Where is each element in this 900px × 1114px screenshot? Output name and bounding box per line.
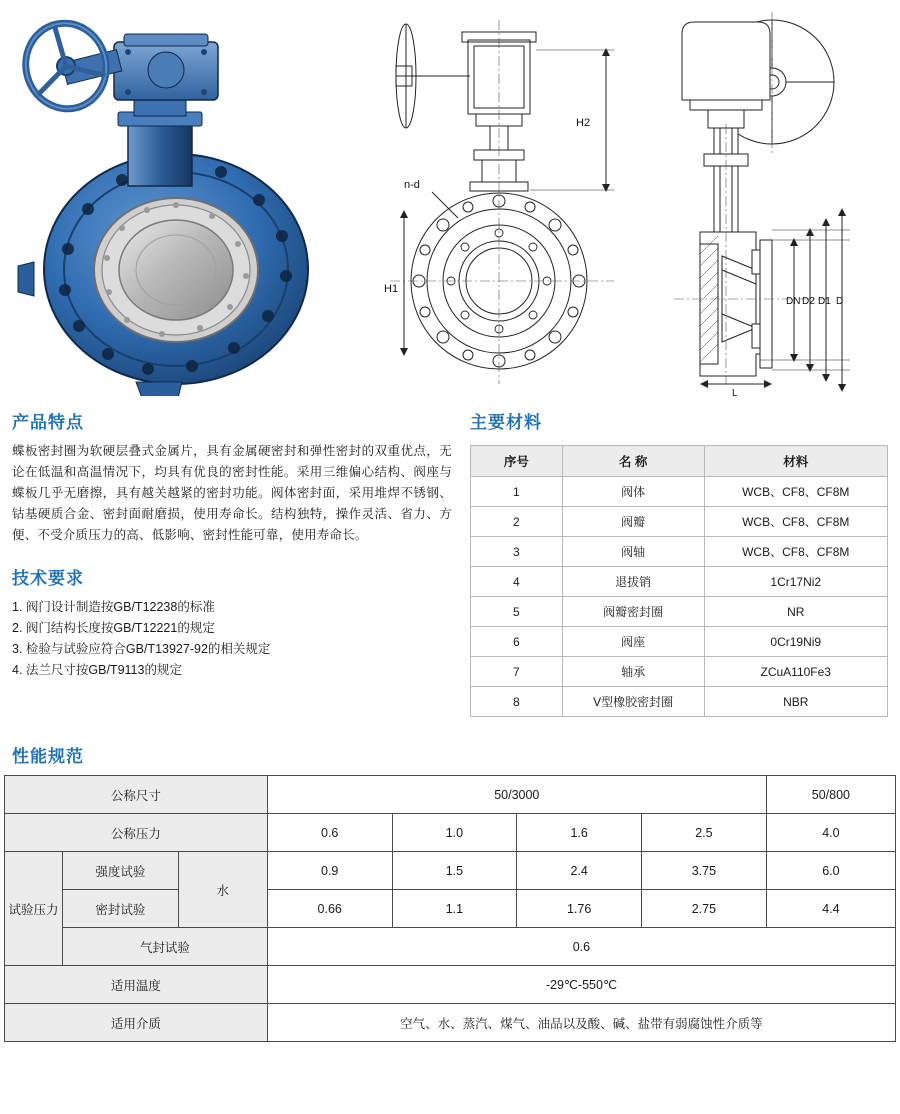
value-np-2: 1.6	[517, 814, 642, 852]
cell-name: 阀瓣	[562, 507, 704, 537]
features-body: 蝶板密封圈为软硬层叠式金属片，具有金属硬密封和弹性密封的双重优点，无论在低温和高温情况下，均具有优良的密封性能。采用三维偏心结构、阀座与蝶板几乎无磨擦，具有越关越紧的密封功能。阀体密封面，采用堆焊不锈钢、钴基硬质合金、密封面耐磨损，使用寿命长。结构独特，操作灵活、省力、方便、不受介质压力的高、低影响、密封性能可靠，使用寿命长。	[12, 444, 452, 542]
label-test-pressure	[5, 852, 63, 966]
value-nominal-size-1: 50/3000	[267, 776, 766, 814]
cell-name: 轴承	[562, 657, 704, 687]
cell-name: 阀座	[562, 627, 704, 657]
value-sl-3: 2.75	[642, 890, 767, 928]
dim-label-l: L	[732, 388, 738, 396]
value-np-1: 1.0	[392, 814, 517, 852]
dim-label-d2: D2	[802, 296, 815, 307]
row-seal-test	[5, 890, 896, 928]
tech-requirements-title: 技术要求	[12, 569, 84, 588]
cell-index: 3	[471, 537, 563, 567]
table-row	[471, 507, 888, 537]
cell-name: V型橡胶密封圈	[562, 687, 704, 717]
table-row	[471, 477, 888, 507]
row-nominal-size	[5, 776, 896, 814]
cell-material: NBR	[704, 687, 888, 717]
tech-item: 4. 法兰尺寸按GB/T9113的规定	[12, 663, 182, 677]
value-np-4: 4.0	[766, 814, 895, 852]
label-nominal-size: 公称尺寸	[5, 776, 268, 814]
label-nominal-pressure: 公称压力	[5, 814, 268, 852]
tech-item: 2. 阀门结构长度按GB/T12221的规定	[12, 621, 215, 635]
cell-name: 退拔销	[562, 567, 704, 597]
value-sl-0: 0.66	[267, 890, 392, 928]
col-header-name: 名 称	[562, 446, 704, 477]
label-temperature: 适用温度	[5, 966, 268, 1004]
table-row	[471, 687, 888, 717]
table-row	[471, 567, 888, 597]
value-st-4: 6.0	[766, 852, 895, 890]
butterfly-valve-photo	[6, 4, 356, 396]
label-strength-test: 强度试验	[62, 852, 178, 890]
cell-index: 2	[471, 507, 563, 537]
cell-index: 4	[471, 567, 563, 597]
row-medium	[5, 1004, 896, 1042]
table-row	[471, 657, 888, 687]
cell-material: WCB、CF8、CF8M	[704, 477, 888, 507]
value-sl-2: 1.76	[517, 890, 642, 928]
cell-name: 阀瓣密封圈	[562, 597, 704, 627]
tech-requirements-list	[12, 597, 452, 681]
left-text-column	[12, 408, 452, 681]
valve-section-view-drawing	[660, 4, 896, 396]
table-row	[471, 627, 888, 657]
dim-label-h1: H1	[384, 283, 399, 295]
value-st-3: 3.75	[642, 852, 767, 890]
cell-material: WCB、CF8、CF8M	[704, 537, 888, 567]
row-nominal-pressure	[5, 814, 896, 852]
materials-section	[470, 408, 888, 717]
cell-material: 1Cr17Ni2	[704, 567, 888, 597]
cell-index: 8	[471, 687, 563, 717]
cell-index: 7	[471, 657, 563, 687]
cell-material: NR	[704, 597, 888, 627]
table-row	[471, 537, 888, 567]
dim-label-d: D	[836, 296, 844, 307]
cell-material: 0Cr19Ni9	[704, 627, 888, 657]
dim-label-dn: DN	[786, 296, 801, 307]
value-temperature: -29℃-550℃	[267, 966, 895, 1004]
col-header-material: 材料	[704, 446, 888, 477]
value-st-1: 1.5	[392, 852, 517, 890]
value-np-3: 2.5	[642, 814, 767, 852]
value-sl-1: 1.1	[392, 890, 517, 928]
cell-index: 6	[471, 627, 563, 657]
features-title: 产品特点	[12, 413, 84, 432]
table-row	[471, 597, 888, 627]
tech-item: 3. 检验与试验应符合GB/T13927-92的相关规定	[12, 642, 271, 656]
performance-section	[4, 775, 896, 1042]
label-medium: 适用介质	[5, 1004, 268, 1042]
value-st-0: 0.9	[267, 852, 392, 890]
label-seal-test: 密封试验	[62, 890, 178, 928]
label-air-test: 气封试验	[62, 928, 267, 966]
row-temperature	[5, 966, 896, 1004]
valve-front-view-drawing	[370, 4, 650, 396]
value-nominal-size-2: 50/800	[766, 776, 895, 814]
performance-title: 性能规范	[12, 747, 84, 766]
table-header-row	[471, 446, 888, 477]
illustration-area	[0, 0, 900, 400]
dim-label-d1: D1	[818, 296, 831, 307]
dim-label-h2: H2	[576, 117, 591, 129]
cell-name: 阀轴	[562, 537, 704, 567]
materials-title: 主要材料	[470, 413, 542, 432]
row-strength-test	[5, 852, 896, 890]
row-air-test	[5, 928, 896, 966]
performance-table	[4, 775, 896, 1042]
dim-label-nd: n-d	[404, 179, 420, 191]
label-test-pressure-text: 试验压力	[8, 902, 59, 917]
materials-table	[470, 445, 888, 717]
value-medium: 空气、水、蒸汽、煤气、油品以及酸、碱、盐带有弱腐蚀性介质等	[267, 1004, 895, 1042]
cell-index: 1	[471, 477, 563, 507]
tech-item: 1. 阀门设计制造按GB/T12238的标准	[12, 600, 215, 614]
cell-material: ZCuA110Fe3	[704, 657, 888, 687]
value-sl-4: 4.4	[766, 890, 895, 928]
value-st-2: 2.4	[517, 852, 642, 890]
col-header-index: 序号	[471, 446, 563, 477]
value-np-0: 0.6	[267, 814, 392, 852]
cell-index: 5	[471, 597, 563, 627]
label-water: 水	[178, 852, 267, 928]
value-air-test: 0.6	[267, 928, 895, 966]
cell-name: 阀体	[562, 477, 704, 507]
cell-material: WCB、CF8、CF8M	[704, 507, 888, 537]
